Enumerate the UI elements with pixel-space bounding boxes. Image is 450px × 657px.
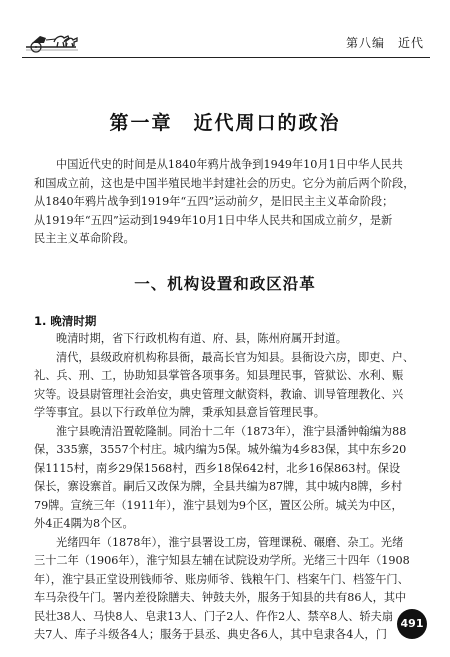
text-line: 保长，寨设寨首。嗣后又改保为牌，全县共编为87牌，其中城内8牌，乡村 — [34, 480, 403, 493]
part-label: 第八编 近代 — [345, 36, 424, 50]
text-line: 车马杂役午门。署内差役除膳夫、钟鼓夫外，服务于知县的共有86人，其中 — [34, 591, 407, 604]
intro-paragraph — [34, 156, 418, 249]
page-number: 491 — [397, 609, 427, 639]
text-line: 从1919年“五四”运动到1949年10月1日中华人民共和国成立前夕，是新 — [34, 213, 393, 227]
chapter-title: 第一章 近代周口的政治 — [109, 112, 341, 134]
text-line: 礼、兵、刑、工，协助知县掌管各项事务。知县理民事，管狱讼、水利、赈 — [34, 369, 404, 382]
text-line: 学等事宜。县以下行政单位为牌，秉承知县意旨管理民事。 — [34, 406, 325, 419]
text-line: 保1115村，南乡29保1568村，西乡18保642村，北乡16保863村。保设 — [34, 461, 401, 475]
text-line: 晚清时期，省下行政机构有道、府、县，陈州府属开封道。 — [56, 332, 347, 345]
text-line: 灾等。设县尉管理社会治安，典史管理文献资料，教谕、训导管理教化、兴 — [34, 387, 404, 401]
header-divider — [22, 57, 430, 58]
subsection-title: 1. 晚清时期 — [34, 314, 97, 328]
text-line: 79牌。宣统三年（1911年），淮宁县划为9个区，置区公所。城关为中区， — [34, 498, 403, 512]
chariot-logo-icon — [22, 30, 80, 54]
body-text — [34, 330, 418, 645]
text-line: 民主主义革命阶段。 — [34, 232, 135, 245]
text-line: 民壮38人、马快8人、皂隶13人、门子2人、仵作2人、禁卒8人、轿夫扇 — [34, 609, 394, 623]
section-title: 一、机构设置和政区沿革 — [134, 275, 316, 293]
text-line: 年），淮宁县正堂设刑钱师爷、账房师爷、钱粮午门、档案午门、档签午门、 — [34, 572, 409, 586]
text-line: 从1840年鸦片战争到1919年“五四”运动前夕，是旧民主主义革命阶段； — [34, 195, 394, 208]
text-line: 中国近代史的时间是从1840年鸦片战争到1949年10月1日中华人民共 — [56, 158, 403, 171]
text-line: 外4正4隅为8个区。 — [34, 517, 134, 530]
text-line: 保，335寨，3557个村庄。城内编为5保。城外编为4乡83保，其中东乡20 — [34, 443, 407, 456]
text-line: 和国成立前，这也是中国半殖民地半封建社会的历史。它分为前后两个阶段， — [34, 176, 415, 190]
text-line: 三十二年（1906年），淮宁知县左辅在试院设劝学所。光绪三十四年（1908 — [34, 554, 410, 567]
text-line: 清代，县级政府机构称县衙，最高长官为知县。县衙设六房，即吏、户、 — [56, 350, 415, 364]
text-line: 光绪四年（1878年），淮宁县署设工房，管理课税、碾磨、杂工。光绪 — [56, 535, 404, 549]
text-line: 淮宁县晚清沿置乾隆制。同治十二年（1873年），淮宁县潘钟翰编为88 — [56, 424, 407, 438]
running-header — [22, 30, 430, 56]
text-line: 夫7人、库子斗级各4人；服务于县丞、典史各6人，其中皂隶各4人，门 — [34, 628, 387, 641]
